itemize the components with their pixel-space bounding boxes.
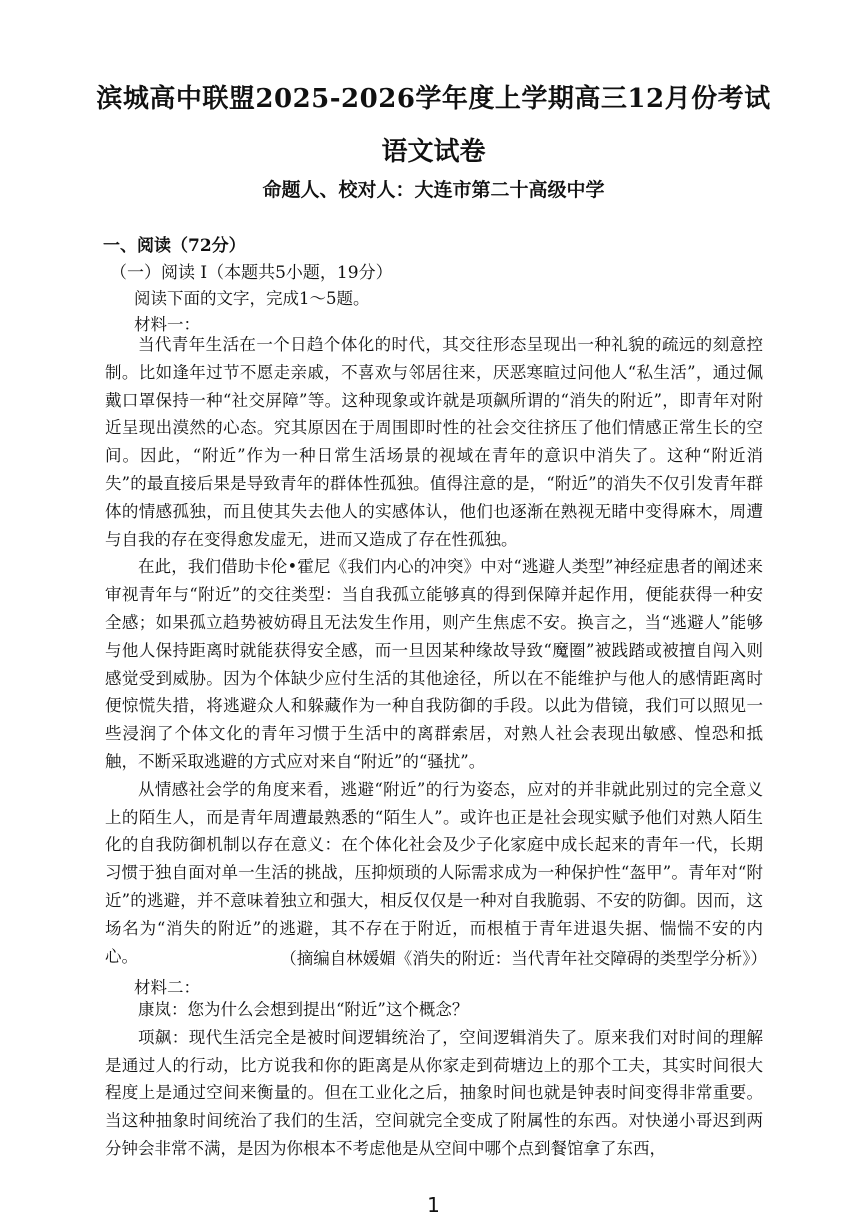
interview-question: 康岚：您为什么会想到提出“附近”这个概念？ [138, 1000, 469, 1019]
material2-body [105, 996, 763, 1163]
material1-label: 材料一： [134, 315, 200, 334]
exam-authors: 命题人、校对人：大连市第二十高级中学 [262, 179, 605, 201]
material1-source: （摘编自林媛媚《消失的附近：当代青年社交障碍的类型学分析》） [280, 949, 767, 968]
material2-label: 材料二： [134, 978, 200, 997]
page-number: 1 [427, 1193, 440, 1217]
material1-body [105, 331, 763, 970]
section-subheading: （一）阅读 I（本题共5小题，19分） [110, 263, 393, 283]
interview-answer: 项飙：现代生活完全是被时间逻辑统治了，空间逻辑消失了。原来我们对时间的理解是通过人的行动，比方说我和你的距离是从你家走到荷塘边上的那个工夫，其实时间很大程度上是通过空间来衡量的。但在工业化之后，抽象时间也就是钟表时间变得非常重要。当这种抽象时间统治了我们的生活，空间就完全变成了附属性的东西。对快递小哥迟到两分钟会非常不满，是因为你根本不考虑他是从空间中哪个点到餐馆拿了东西， [105, 1027, 763, 1158]
reading-instruction: 阅读下面的文字，完成1～5题。 [134, 289, 370, 308]
paragraph: 从情感社会学的角度来看，逃避“附近”的行为姿态，应对的并非就此别过的完全意义上的陌生人，而是青年周遭最熟悉的“陌生人”。或许也正是社会现实赋予他们对熟人陌生化的自我防御机制以存在意义：在个体化社会及少子化家庭中成长起来的青年一代，长期习惯于独自面对单一生活的挑战，压抑烦琐的人际需求成为一种保护性“盔甲”。青年对“附近”的逃避，并不意味着独立和强大，相反仅仅是一种对自我脆弱、不安的防御。因而，这场名为“消失的附近”的逃避，其不存在于附近，而根植于青年进退失据、惴惴不安的内心。 [105, 779, 763, 966]
paragraph: 当代青年生活在一个日趋个体化的时代，其交往形态呈现出一种礼貌的疏远的刻意控制。比如逢年过节不愿走亲戚，不喜欢与邻居往来，厌恶寒暄过问他人“私生活”，通过佩戴口罩保持一种“社交屏障”等。这种现象或许就是项飙所谓的“消失的附近”，即青年对附近呈现出漠然的心态。究其原因在于周围即时性的社会交往挤压了他们情感正常生长的空间。因此，“附近”作为一种日常生活场景的视域在青年的意识中消失了。这种“附近消失”的最直接后果是导致青年的群体性孤独。值得注意的是，“附近”的消失不仅引发青年群体的情感孤独，而且使其失去他人的实感体认，他们也逐渐在熟视无睹中变得麻木，周遭与自我的存在变得愈发虚无，进而又造成了存在性孤独。 [105, 335, 763, 549]
section-heading: 一、阅读（72分） [103, 236, 246, 256]
exam-title: 滨城高中联盟2025-2026学年度上学期高三12月份考试 [96, 84, 771, 114]
paragraph: 在此，我们借助卡伦•霍尼《我们内心的冲突》中对“逃避人类型”神经症患者的阐述来审视青年与“附近”的交往类型：当自我孤立能够真的得到保障并起作用，便能获得一种安全感；如果孤立趋势被妨碍且无法发生作用，则产生焦虑不安。换言之，当“逃避人”能够与他人保持距离时就能获得安全感，而一旦因某种缘故导致“魔圈”被践踏或被擅自闯入则感觉受到威胁。因为个体缺少应付生活的其他途径，所以在不能维护与他人的感情距离时便惊慌失措，将逃避众人和躲藏作为一种自我防御的手段。以此为借镜，我们可以照见一些浸润了个体文化的青年习惯于生活中的离群索居，对熟人社会表现出敏感、惶恐和抵触，不断采取逃避的方式应对来自“附近”的“骚扰”。 [105, 557, 763, 771]
exam-subtitle: 语文试卷 [381, 137, 486, 167]
